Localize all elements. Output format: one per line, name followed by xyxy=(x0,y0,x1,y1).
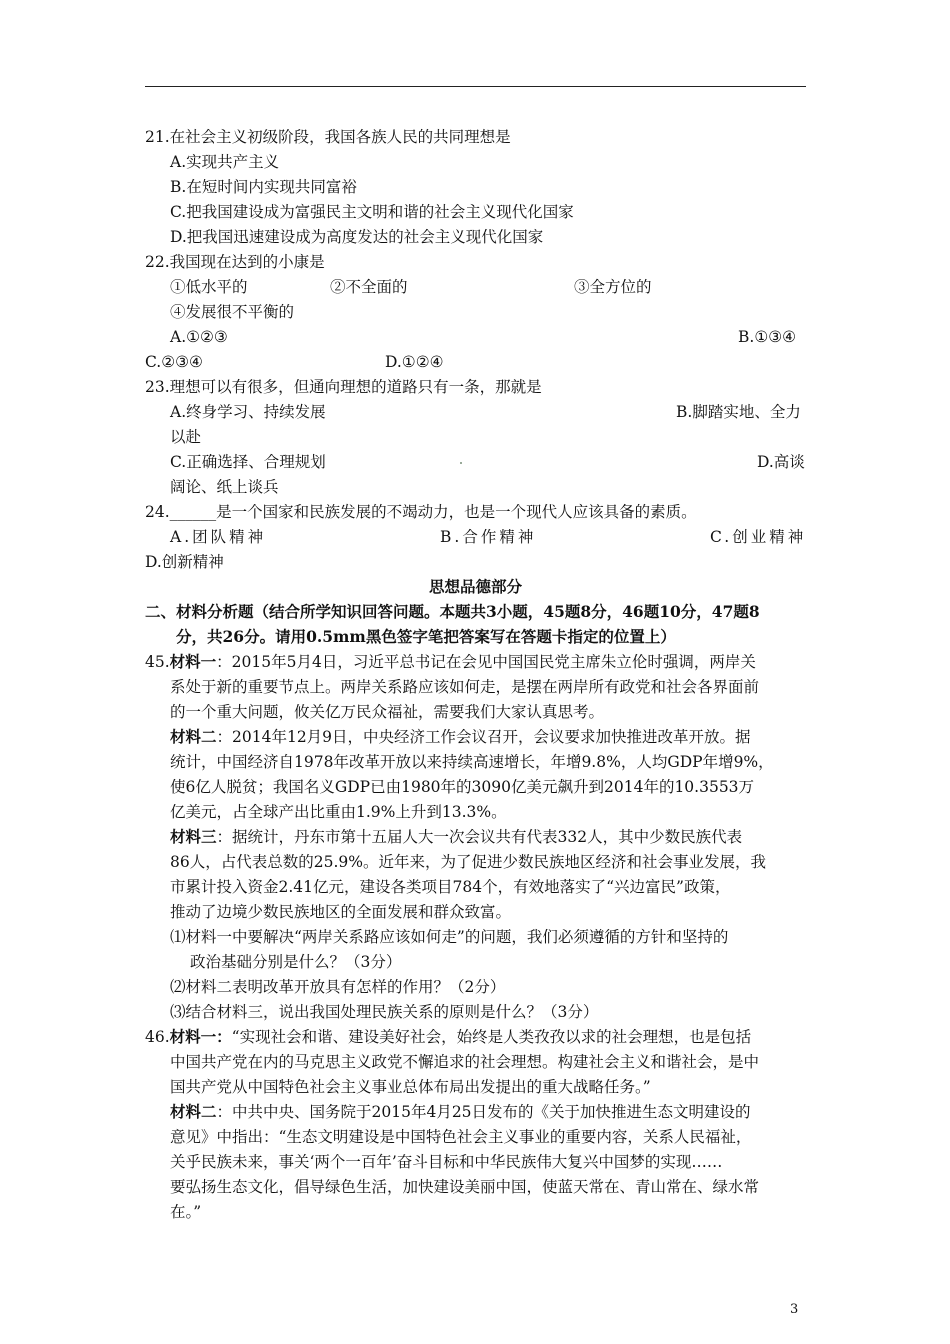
q46-material-2-line-2: 意见》中指出：“生态文明建设是中国特色社会主义事业的重要内容，关系人民福祉， xyxy=(170,1128,752,1146)
q24-option-c: C.创业精神 xyxy=(710,528,807,546)
q46-material-2-line-4: 要弘扬生态文化，倡导绿色生活，加快建设美丽中国，使蓝天常在、青山常在、绿水常 xyxy=(170,1178,760,1196)
q46-material-2-line-5: 在。” xyxy=(170,1203,202,1221)
q24-option-d: D.创新精神 xyxy=(145,553,224,571)
q45-material-3-line-2: 86人，占代表总数的25.9%。近年来，为了促进少数民族地区经济和社会事业发展，我 xyxy=(170,853,766,871)
q22-option-b: B.①③④ xyxy=(738,328,797,346)
q45-material-2-line-1 xyxy=(170,727,751,747)
q21-stem: 21.在社会主义初级阶段，我国各族人民的共同理想是 xyxy=(145,128,511,146)
q46-material-1-line-1 xyxy=(145,1027,751,1047)
q45-material-2-text: ：2014年12月9日，中央经济工作会议召开，会议要求加快推进改革开放。据 xyxy=(216,728,751,746)
q45-material-3-line-3: 市累计投入资金2.41亿元，建设各类项目784个，有效地落实了“兴边富民”政策， xyxy=(170,878,731,896)
q23-option-d: D.高谈 xyxy=(757,453,805,471)
q45-sub-question-1-line-2: 政治基础分别是什么？（3分） xyxy=(190,953,402,971)
q22-item-1: ①低水平的 xyxy=(170,278,248,296)
q21-option-b: B.在短时间内实现共同富裕 xyxy=(170,178,357,196)
q46-material-2-line-3: 关乎民族未来，事关‘两个一百年’奋斗目标和中华民族伟大复兴中国梦的实现…… xyxy=(170,1153,723,1171)
q23-option-b-continued: 以赴 xyxy=(170,428,202,446)
q22-option-d: D.①②④ xyxy=(385,353,444,371)
q22-option-a: A.①②③ xyxy=(170,328,228,346)
q45-material-1-label: 材料一 xyxy=(169,652,217,671)
q46-material-2-text: ：中共中央、国务院于2015年4月25日发布的《关于加快推进生态文明建设的 xyxy=(216,1103,751,1121)
q22-item-3: ③全方位的 xyxy=(574,278,652,296)
q45-sub-question-2: ⑵材料二表明改革开放具有怎样的作用？（2分） xyxy=(170,978,506,996)
q23-option-c: C.正确选择、合理规划 xyxy=(170,453,326,471)
q45-material-1-line-2: 系处于新的重要节点上。两岸关系路应该如何走，是摆在两岸所有政党和社会各界面前 xyxy=(170,678,760,696)
q45-material-2-line-2: 统计，中国经济自1978年改革开放以来持续高速增长，年增9.8%，人均GDP年增9%， xyxy=(170,753,774,771)
q23-option-a: A.终身学习、持续发展 xyxy=(170,403,326,421)
page-number: 3 xyxy=(790,1302,799,1317)
q22-item-4: ④发展很不平衡的 xyxy=(170,303,295,321)
q23-stem: 23.理想可以有很多，但通向理想的道路只有一条，那就是 xyxy=(145,378,542,396)
scan-speck xyxy=(460,462,462,464)
q22-option-c: C.②③④ xyxy=(145,353,203,371)
q23-option-d-continued: 阔论、纸上谈兵 xyxy=(170,478,279,496)
q45-sub-question-1-line-1: ⑴材料一中要解决“两岸关系路应该如何走”的问题，我们必须遵循的方针和坚持的 xyxy=(170,928,729,946)
q23-option-b: B.脚踏实地、全力 xyxy=(676,403,801,421)
q45-material-2-label: 材料二 xyxy=(170,727,217,746)
q45-number: 45. xyxy=(145,653,170,671)
q45-material-3-text: ：据统计，丹东市第十五届人大一次会议共有代表332人，其中少数民族代表 xyxy=(216,828,743,846)
q45-material-3-line-4: 推动了边境少数民族地区的全面发展和群众致富。 xyxy=(170,903,512,921)
q45-material-2-line-3: 使6亿人脱贫；我国名义GDP已由1980年的3090亿美元飙升到2014年的10.3553万 xyxy=(170,778,755,796)
q21-option-d: D.把我国迅速建设成为高度发达的社会主义现代化国家 xyxy=(170,228,544,246)
header-rule xyxy=(145,86,806,87)
q45-sub-question-3: ⑶结合材料三，说出我国处理民族关系的原则是什么？（3分） xyxy=(170,1003,599,1021)
section-heading-line-2: 分，共26分。请用0.5mm黑色签字笔把答案写在答题卡指定的位置上） xyxy=(176,627,676,646)
q45-material-1-line-1 xyxy=(145,652,756,672)
section-heading-line-1: 二、材料分析题（结合所学知识回答问题。本题共3小题，45题8分，46题10分，47题8 xyxy=(145,602,760,621)
q46-material-2-label: 材料二 xyxy=(170,1102,217,1121)
q46-material-1-label: 材料一： xyxy=(169,1027,232,1046)
q21-option-a: A.实现共产主义 xyxy=(170,153,280,171)
q46-material-1-line-3: 国共产党从中国特色社会主义事业总体布局出发提出的重大战略任务。” xyxy=(170,1078,651,1096)
q24-stem: 24.______是一个国家和民族发展的不竭动力，也是一个现代人应该具备的素质。 xyxy=(145,503,697,521)
q21-option-c: C.把我国建设成为富强民主文明和谐的社会主义现代化国家 xyxy=(170,203,574,221)
q24-option-b: B.合作精神 xyxy=(440,528,537,546)
q45-material-1-line-3: 的一个重大问题，攸关亿万民众福祉，需要我们大家认真思考。 xyxy=(170,703,605,721)
q24-option-a: A.团队精神 xyxy=(170,528,267,546)
q22-item-2: ②不全面的 xyxy=(330,278,408,296)
q22-stem: 22.我国现在达到的小康是 xyxy=(145,253,325,271)
q45-material-1-text: ：2015年5月4日，习近平总书记在会见中国国民党主席朱立伦时强调，两岸关 xyxy=(216,653,756,671)
q46-number: 46. xyxy=(145,1028,170,1046)
q45-material-3-line-1 xyxy=(170,827,742,847)
q46-material-2-line-1 xyxy=(170,1102,751,1122)
q46-material-1-line-2: 中国共产党在内的马克思主义政党不懈追求的社会理想。构建社会主义和谐社会，是中 xyxy=(170,1053,760,1071)
q45-material-2-line-4: 亿美元，占全球产出比重由1.9%上升到13.3%。 xyxy=(170,803,507,821)
q46-material-1-text: “实现社会和谐、建设美好社会，始终是人类孜孜以求的社会理想，也是包括 xyxy=(231,1028,752,1046)
section-title: 思想品德部分 xyxy=(428,577,522,596)
q45-material-3-label: 材料三 xyxy=(170,827,217,846)
